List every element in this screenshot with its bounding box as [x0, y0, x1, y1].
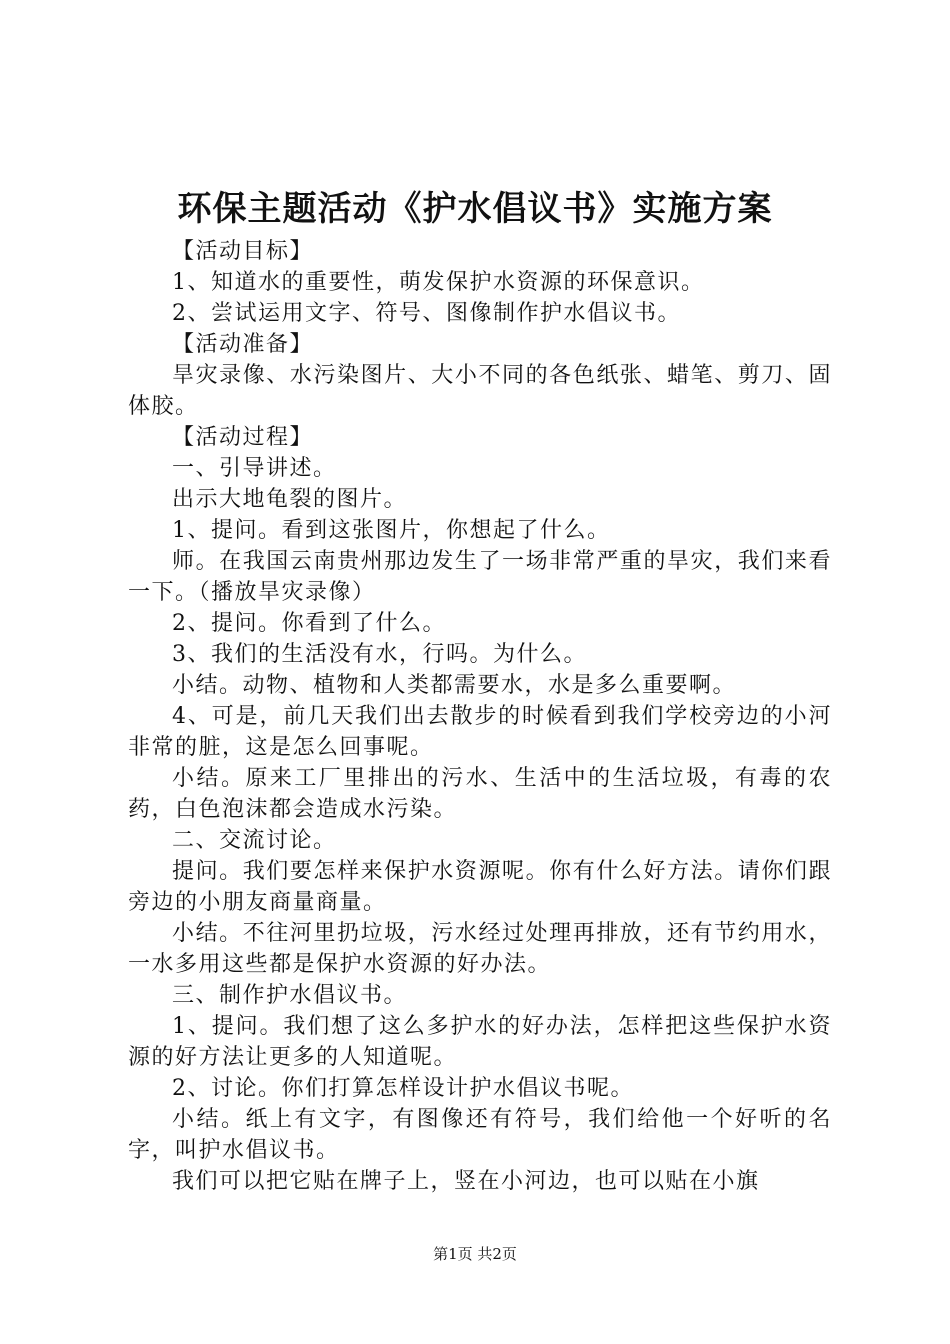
paragraph: 4、可是，前几天我们出去散步的时候看到我们学校旁边的小河非常的脏，这是怎么回事呢。 — [128, 704, 832, 760]
paragraph: 提问。我们要怎样来保护水资源呢。你有什么好方法。请你们跟旁边的小朋友商量商量。 — [128, 859, 832, 915]
paragraph: 2、讨论。你们打算怎样设计护水倡议书呢。 — [172, 1076, 634, 1101]
paragraph: 1、提问。看到这张图片，你想起了什么。 — [172, 518, 611, 543]
paragraph: 师。在我国云南贵州那边发生了一场非常严重的旱灾，我们来看一下。（播放旱灾录像） — [128, 549, 832, 605]
paragraph: 小结。纸上有文字，有图像还有符号，我们给他一个好听的名字，叫护水倡议书。 — [128, 1107, 832, 1163]
paragraph: 【活动目标】 — [172, 239, 314, 264]
paragraph: 1、知道水的重要性，萌发保护水资源的环保意识。 — [172, 270, 705, 295]
paragraph: 【活动过程】 — [172, 425, 314, 450]
paragraph: 我们可以把它贴在牌子上，竖在小河边，也可以贴在小旗 — [172, 1169, 760, 1194]
paragraph: 三、制作护水倡议书。 — [172, 983, 408, 1008]
paragraph: 2、提问。你看到了什么。 — [172, 611, 446, 636]
paragraph: 出示大地龟裂的图片。 — [172, 487, 408, 512]
paragraph: 2、尝试运用文字、符号、图像制作护水倡议书。 — [172, 301, 681, 326]
paragraph: 小结。不往河里扔垃圾，污水经过处理再排放，还有节约用水，一水多用这些都是保护水资源的好办法。 — [128, 921, 832, 977]
paragraph: 小结。原来工厂里排出的污水、生活中的生活垃圾，有毒的农药，白色泡沫都会造成水污染。 — [128, 766, 832, 822]
paragraph: 一、引导讲述。 — [172, 456, 337, 481]
paragraph: 小结。动物、植物和人类都需要水，水是多么重要啊。 — [172, 673, 737, 698]
paragraph: 【活动准备】 — [172, 332, 314, 357]
paragraph: 1、提问。我们想了这么多护水的好办法，怎样把这些保护水资源的好方法让更多的人知道呢。 — [128, 1014, 832, 1070]
paragraph: 二、交流讨论。 — [172, 828, 337, 853]
page-footer: 第1页 共2页 — [433, 1245, 517, 1263]
paragraph: 旱灾录像、水污染图片、大小不同的各色纸张、蜡笔、剪刀、固体胶。 — [128, 363, 832, 419]
paragraph: 3、我们的生活没有水，行吗。为什么。 — [172, 642, 587, 667]
document-body — [128, 236, 832, 1197]
document-title: 环保主题活动《护水倡议书》实施方案 — [177, 189, 773, 229]
